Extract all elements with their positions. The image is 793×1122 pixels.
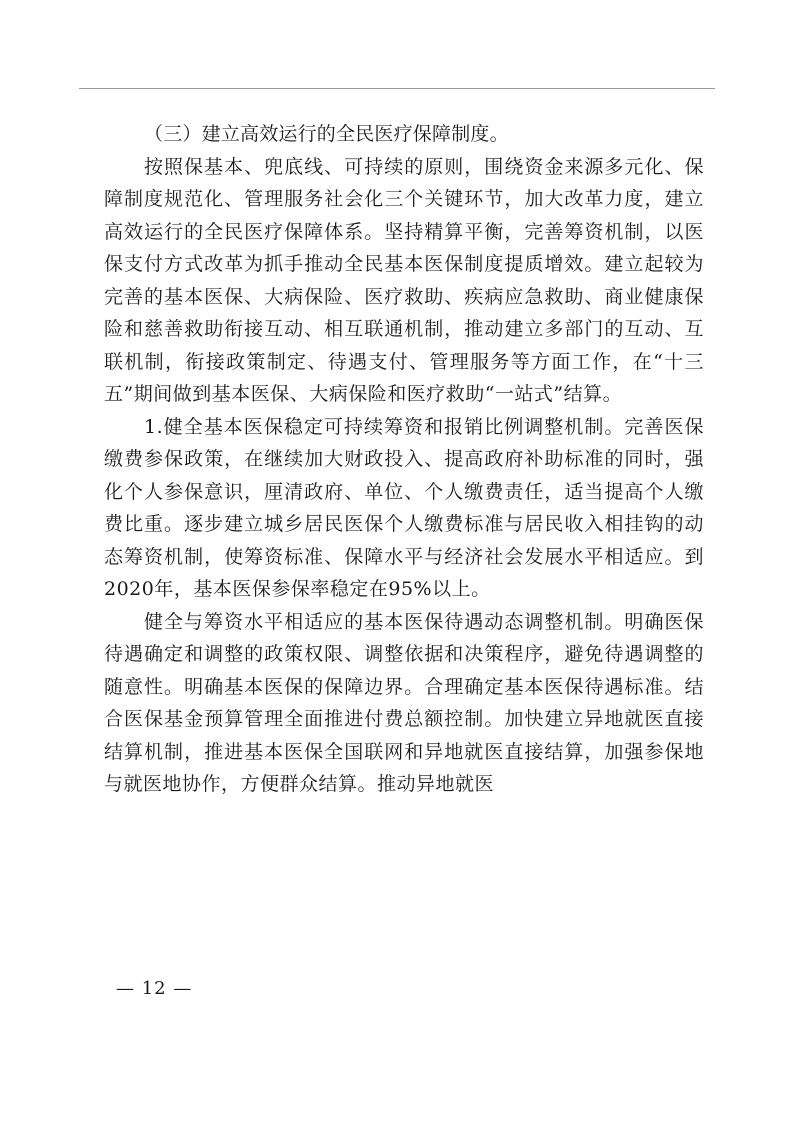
section-heading: （三）建立高效运行的全民医疗保障制度。 (144, 123, 509, 145)
header-rule (79, 88, 715, 89)
page-number: — 12 — (116, 978, 193, 999)
document-body (104, 118, 704, 801)
paragraph-2: 1.健全基本医保稳定可持续筹资和报销比例调整机制。完善医保缴费参保政策，在继续加大财政投入、提高政府补助标准的同时，强化个人参保意识，厘清政府、单位、个人缴费责任，适当提高个人缴费比重。逐步建立城乡居民医保个人缴费标准与居民收入相挂钩的动态筹资机制，使筹资标准、保障水平与经济社会发展水平相适应。到2020年，基本医保参保率稳定在95%以上。 (104, 415, 704, 600)
paragraph-1: 按照保基本、兜底线、可持续的原则，围绕资金来源多元化、保障制度规范化、管理服务社会化三个关键环节，加大改革力度，建立高效运行的全民医疗保障体系。坚持精算平衡，完善筹资机制，以医保支付方式改革为抓手推动全民基本医保制度提质增效。建立起较为完善的基本医保、大病保险、医疗救助、疾病应急救助、商业健康保险和慈善救助衔接互动、相互联通机制，推动建立多部门的互动、互联机制，衔接政策制定、待遇支付、管理服务等方面工作，在“十三五”期间做到基本医保、大病保险和医疗救助“一站式”结算。 (104, 155, 704, 405)
paragraph-3: 健全与筹资水平相适应的基本医保待遇动态调整机制。明确医保待遇确定和调整的政策权限、调整依据和决策程序，避免待遇调整的随意性。明确基本医保的保障边界。合理确定基本医保待遇标准。结合医保基金预算管理全面推进付费总额控制。加快建立异地就医直接结算机制，推进基本医保全国联网和异地就医直接结算，加强参保地与就医地协作，方便群众结算。推动异地就医 (104, 610, 704, 795)
